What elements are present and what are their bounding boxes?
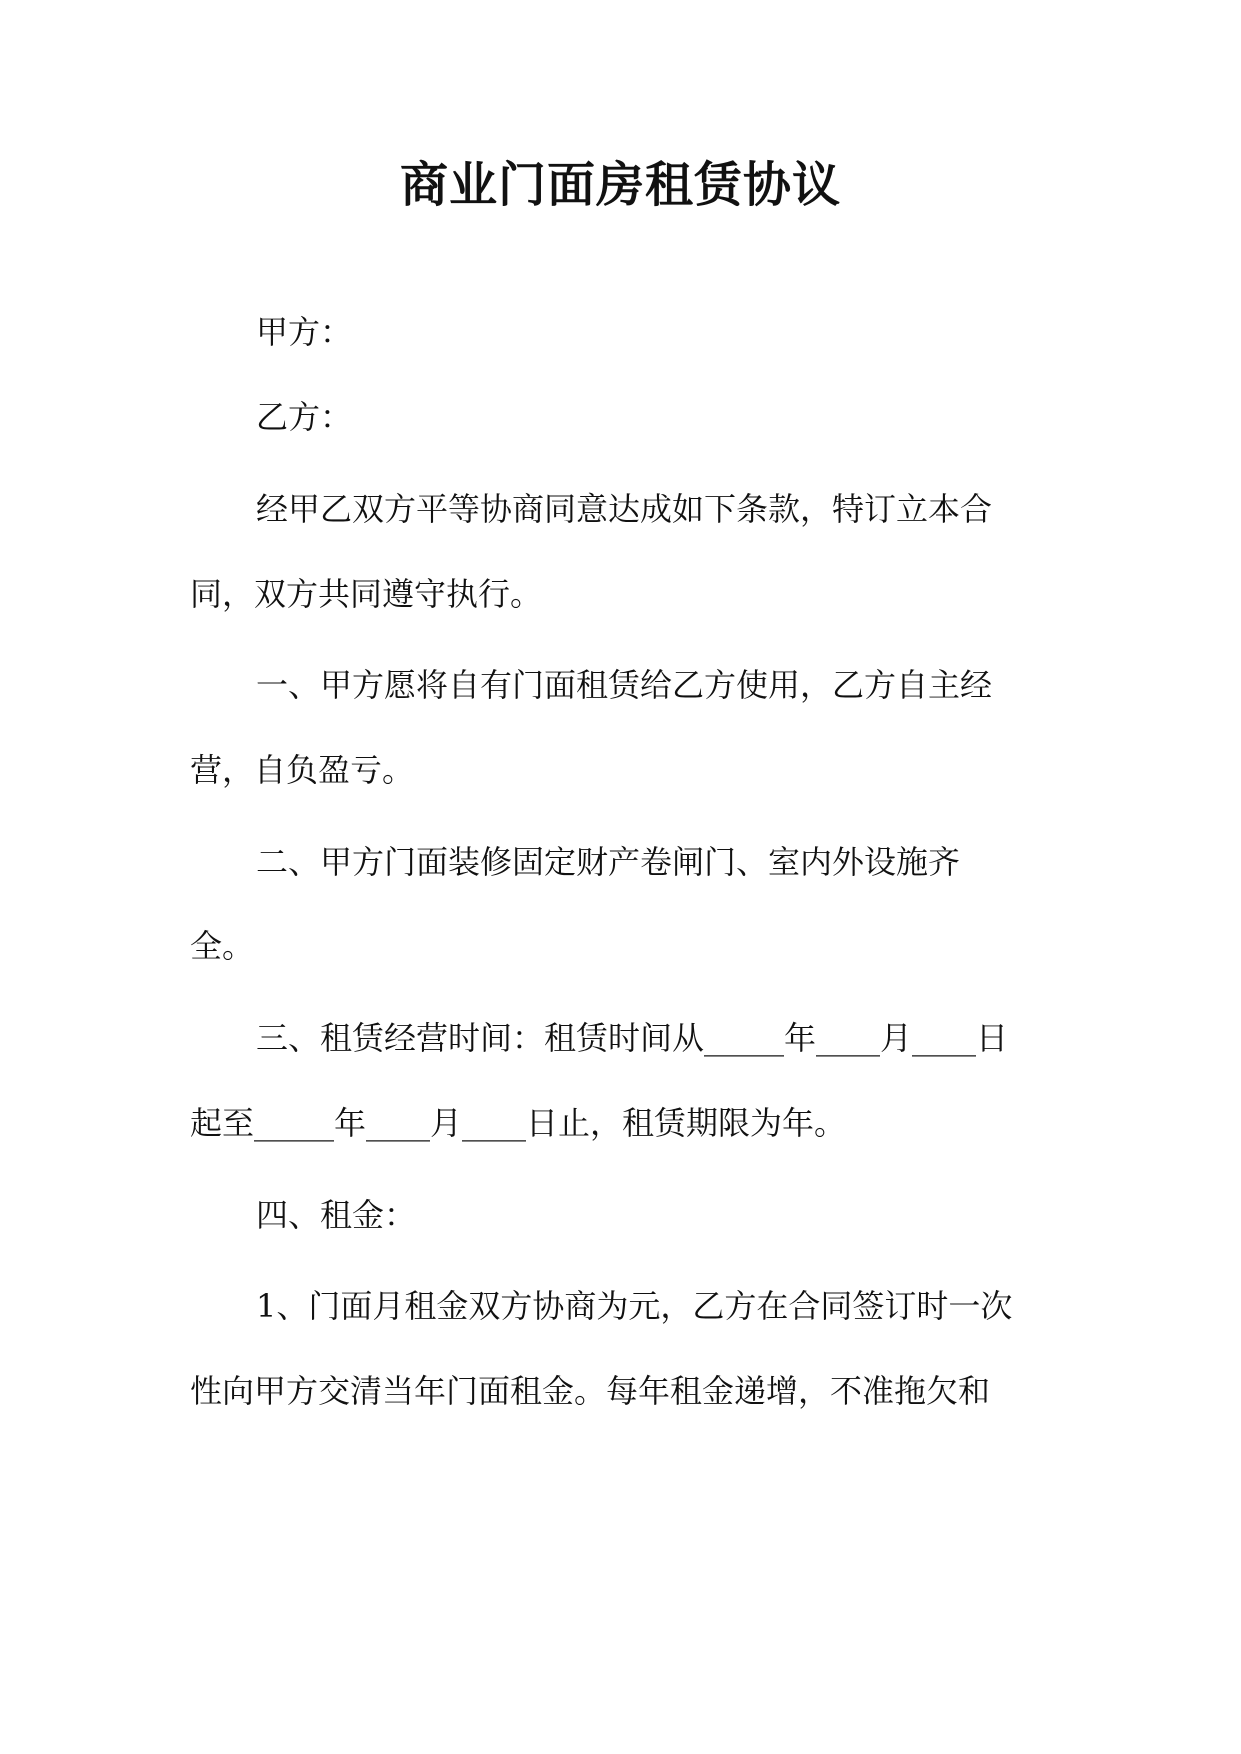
document-title: 商业门面房租赁协议	[399, 157, 841, 213]
clause-4-heading: 四、租金：	[256, 1196, 417, 1234]
clause-4-item-1-line-1: 1、门面月租金双方协商为元，乙方在合同签订时一次	[256, 1287, 1013, 1325]
clause-2-line-2: 全。	[190, 927, 255, 965]
clause-3-line-2: 起至_____年____月____日止，租赁期限为年。	[190, 1104, 847, 1142]
preamble-line-2: 同，双方共同遵守执行。	[190, 575, 543, 613]
clause-1-line-2: 营，自负盈亏。	[190, 751, 415, 789]
clause-3-line-1: 三、租赁经营时间：租赁时间从_____年____月____日	[256, 1019, 1009, 1057]
clause-1-line-1: 一、甲方愿将自有门面租赁给乙方使用，乙方自主经	[256, 666, 993, 704]
party-a-line: 甲方：	[256, 313, 353, 351]
party-b-line: 乙方：	[256, 398, 353, 436]
clause-4-item-1-line-2: 性向甲方交清当年门面租金。每年租金递增，不准拖欠和	[190, 1372, 991, 1410]
clause-2-line-1: 二、甲方门面装修固定财产卷闸门、室内外设施齐	[256, 843, 961, 881]
preamble-line-1: 经甲乙双方平等协商同意达成如下条款，特订立本合	[256, 490, 993, 528]
